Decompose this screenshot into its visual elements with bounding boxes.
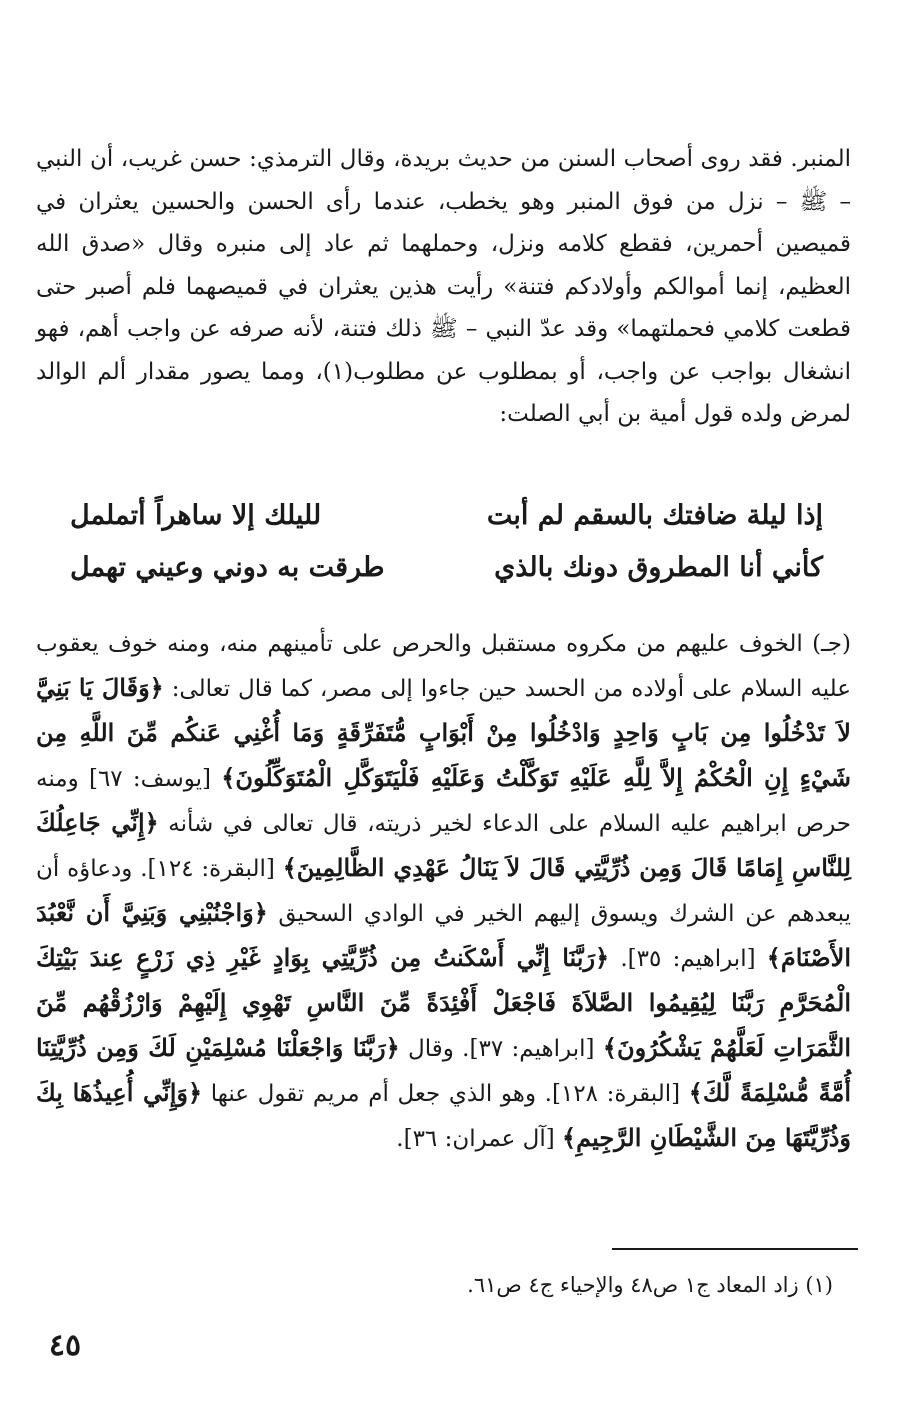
poem-line-1-first-hemistich: إذا ليلة ضافتك بالسقم لم أبت (486, 500, 823, 531)
paragraph-2-intro: (جـ) الخوف عليهم من مكروه مستقبل والحرص على تأمينهم منه، ومنه خوف يعقوب عليه السلام على أولاده من الحسد حين جاءوا إلى مصر، كما قال تعالى: (36, 631, 851, 702)
poem-line-2 (70, 542, 823, 594)
paragraph-2 (36, 600, 851, 1184)
page-number: ٤٥ (48, 1328, 82, 1363)
quran-verse-baqarah-128: ﴿رَبَّنَا وَاجْعَلْنَا مُسْلِمَيْنِ لَكَ وَمِن ذُرِّيَّتِنَا أُمَّةً مُّسْلِمَةً لَّكَ﴾ (36, 1033, 852, 1107)
reference-baqarah-124: [البقرة: ١٢٤]. ودعاؤه أن يبعدهم عن الشرك ويسوق إليهم الخير في الوادي السحيق (36, 856, 851, 927)
footnote-divider (612, 1248, 858, 1250)
reference-yusuf-67: [يوسف: ٦٧] ومنه حرص ابراهيم عليه السلام على الدعاء لخير ذريته، قال تعالى في شأنه (36, 766, 851, 837)
quran-verse-ibrahim-37: ﴿رَبَّنَا إِنِّي أَسْكَنتُ مِن ذُرِّيَّتِي بِوَادٍ غَيْرِ ذِي زَرْعٍ عِندَ بَيْتِكَ الْمُحَرَّمِ رَبَّنَا لِيُقِيمُوا الصَّلاَةَ فَاجْعَلْ أَفْئِدَةً مِّنَ النَّاسِ تَهْوِي إِلَيْهِمْ وَارْزُقْهُم مِّنَ الثَّمَرَاتِ لَعَلَّهُمْ يَشْكُرُونَ﴾ (36, 943, 852, 1062)
quran-verse-baqarah-124: ﴿إِنِّي جَاعِلُكَ لِلنَّاسِ إِمَامًا قَالَ وَمِن ذُرِّيَّتِي قَالَ لاَ يَنَالُ عَهْدِي الظَّالِمِينَ﴾ (36, 808, 852, 882)
footnote: (١) زاد المعاد ج١ ص٤٨ والإحياء ج٤ ص٦١. (467, 1273, 833, 1297)
reference-baqarah-128: [البقرة: ١٢٨]. وهو الذي جعل أم مريم تقول عنها (210, 1081, 681, 1107)
quran-verse-yusuf-67: ﴿وَقَالَ يَا بَنِيَّ لاَ تَدْخُلُوا مِن بَابٍ وَاحِدٍ وَادْخُلُوا مِنْ أَبْوَابٍ مُّتَفَرِّقَةٍ وَمَا أُغْنِي عَنكُم مِّنَ اللَّهِ مِن شَيْءٍ إِنِ الْحُكْمُ إِلاَّ لِلَّهِ عَلَيْهِ تَوَكَّلْتُ وَعَلَيْهِ فَلْيَتَوَكَّلِ الْمُتَوَكِّلُونَ﴾ (36, 673, 852, 792)
poem-line-1 (70, 490, 823, 542)
paragraph-1 (36, 138, 851, 436)
paragraph-1-text: المنبر. فقد روى أصحاب السنن من حديث بريدة، وقال الترمذي: حسن غريب، أن النبي – ﷺ – نزل من فوق المنبر وهو يخطب، عندما رأى الحسن والحسين يعثران في قميصين أحمرين، فقطع كلامه ونزل، وحملهما ثم عاد إلى منبره وقال «صدق الله العظيم، إنما أموالكم وأولادكم فتنة» رأيت هذين يعثران في قميصهما فلم أصبر حتى قطعت كلامي فحملتهما» وقد عدّ النبي – ﷺ ذلك فتنة، لأنه صرفه عن واجب أهم، فهو انشغال بواجب عن واجب، أو بمطلوب عن مطلوب(١)، ومما يصور مقدار ألم الوالد لمرض ولده قول أمية بن أبي الصلت: (36, 146, 852, 427)
poem-line-2-first-hemistich: كأني أنا المطروق دونك بالذي (494, 552, 823, 583)
poem-line-1-second-hemistich: لليلك إلا ساهراً أتململ (70, 500, 322, 531)
quran-verse-al-imran-36: ﴿وَإِنِّي أُعِيذُهَا بِكَ وَذُرِّيَّتَهَا مِنَ الشَّيْطَانِ الرَّجِيمِ﴾ (36, 1078, 851, 1152)
poem-line-2-second-hemistich: طرقت به دوني وعيني تهمل (70, 552, 385, 583)
reference-ibrahim-35: [ابراهيم: ٣٥]. (620, 946, 756, 972)
poem (70, 490, 823, 594)
quran-verse-ibrahim-35: ﴿وَاجْنُبْنِي وَبَنِيَّ أَن نَّعْبُدَ الأَصْنَامَ﴾ (36, 898, 852, 972)
reference-al-imran-36: [آل عمران: ٣٦]. (396, 1126, 555, 1152)
reference-ibrahim-37: [ابراهيم: ٣٧]. وقال (408, 1036, 595, 1062)
